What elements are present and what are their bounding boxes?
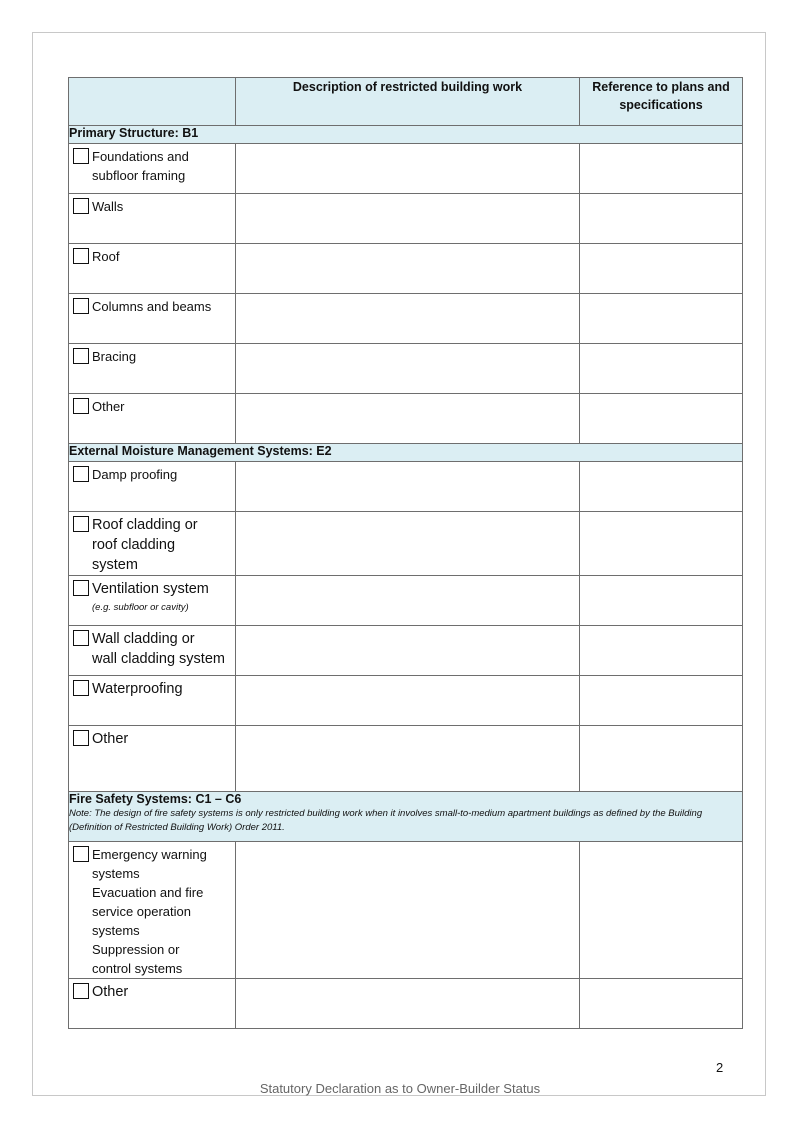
item-label: Foundations and subfloor framing [92, 149, 189, 183]
checkbox[interactable] [73, 198, 89, 214]
item-label: Waterproofing [92, 681, 183, 697]
reference-cell[interactable] [580, 462, 743, 512]
reference-cell[interactable] [580, 576, 743, 626]
checkbox[interactable] [73, 516, 89, 532]
checkbox[interactable] [73, 580, 89, 596]
description-cell[interactable] [236, 144, 580, 194]
table-row [69, 294, 743, 344]
item-label: Columns and beams [92, 299, 212, 314]
checkbox-item[interactable] [69, 344, 235, 366]
checkbox-item[interactable] [69, 462, 235, 484]
page-footer: Statutory Declaration as to Owner-Builder Status [259, 1081, 541, 1096]
description-cell[interactable] [236, 676, 580, 726]
table-row [69, 979, 743, 1029]
item-label: Roof cladding or roof cladding system [92, 517, 198, 573]
item-label: Other [92, 399, 125, 414]
table-row [69, 576, 743, 626]
description-cell[interactable] [236, 244, 580, 294]
description-cell[interactable] [236, 462, 580, 512]
table-row [69, 726, 743, 792]
checkbox[interactable] [73, 298, 89, 314]
reference-cell[interactable] [580, 344, 743, 394]
header-description: Description of restricted building work [236, 78, 580, 126]
table-row [69, 144, 743, 194]
item-label-group [92, 579, 209, 615]
page-number: 2 [716, 1060, 724, 1075]
checkbox[interactable] [73, 348, 89, 364]
item-label: Wall cladding or wall cladding system [92, 631, 225, 667]
checkbox-item[interactable] [69, 512, 235, 575]
table-row [69, 626, 743, 676]
section-title: External Moisture Management Systems: E2 [69, 444, 743, 462]
section-title: Fire Safety Systems: C1 – C6 [69, 792, 242, 806]
reference-cell[interactable] [580, 676, 743, 726]
description-cell[interactable] [236, 626, 580, 676]
checkbox-item[interactable] [69, 979, 235, 1002]
reference-cell[interactable] [580, 979, 743, 1029]
checkbox[interactable] [73, 680, 89, 696]
item-label: Walls [92, 199, 124, 214]
item-label: Roof [92, 249, 120, 264]
description-cell[interactable] [236, 512, 580, 576]
section-cell [69, 792, 743, 842]
section-title: Primary Structure: B1 [69, 126, 743, 144]
table-row [69, 244, 743, 294]
description-cell[interactable] [236, 394, 580, 444]
description-cell[interactable] [236, 344, 580, 394]
section-primary-structure [69, 126, 743, 144]
checkbox-item[interactable] [69, 726, 235, 749]
checkbox[interactable] [73, 466, 89, 482]
section-moisture-management [69, 444, 743, 462]
item-label: Damp proofing [92, 467, 178, 482]
description-cell[interactable] [236, 979, 580, 1029]
description-cell[interactable] [236, 294, 580, 344]
reference-cell[interactable] [580, 626, 743, 676]
reference-cell[interactable] [580, 726, 743, 792]
header-reference: Reference to plans and specifications [580, 78, 743, 126]
item-label: Other [92, 984, 129, 1000]
table-row [69, 462, 743, 512]
reference-cell[interactable] [580, 244, 743, 294]
checkbox-item[interactable] [69, 394, 235, 416]
description-cell[interactable] [236, 842, 580, 979]
checkbox-item[interactable] [69, 676, 235, 699]
reference-cell[interactable] [580, 144, 743, 194]
checkbox[interactable] [73, 846, 89, 862]
reference-cell[interactable] [580, 842, 743, 979]
section-fire-safety [69, 792, 743, 842]
table-row [69, 344, 743, 394]
checkbox-item[interactable] [69, 294, 235, 316]
item-label: Emergency warning systems Evacuation and fire service operation systems Suppression or control systems [92, 847, 207, 976]
item-label: Bracing [92, 349, 137, 364]
checkbox[interactable] [73, 730, 89, 746]
checkbox-item[interactable] [69, 144, 235, 185]
checkbox[interactable] [73, 248, 89, 264]
checkbox[interactable] [73, 630, 89, 646]
item-label: Ventilation system [92, 581, 209, 597]
table-header [69, 78, 743, 126]
checkbox[interactable] [73, 148, 89, 164]
reference-cell[interactable] [580, 194, 743, 244]
checkbox-item[interactable] [69, 576, 235, 615]
description-cell[interactable] [236, 194, 580, 244]
table-row [69, 676, 743, 726]
checkbox-item[interactable] [69, 244, 235, 266]
restricted-work-table [68, 77, 743, 1029]
checkbox[interactable] [73, 398, 89, 414]
table-row [69, 194, 743, 244]
section-note: Note: The design of fire safety systems is only restricted building work when it involves small-to-medium apartment buildings as defined by the Building (Definition of Restricted Building Work) Order 2011. [69, 808, 703, 833]
item-label: Other [92, 731, 129, 747]
description-cell[interactable] [236, 576, 580, 626]
item-sublabel: (e.g. subfloor or cavity) [92, 602, 189, 613]
checkbox-item[interactable] [69, 842, 235, 978]
reference-cell[interactable] [580, 512, 743, 576]
reference-cell[interactable] [580, 294, 743, 344]
checkbox[interactable] [73, 983, 89, 999]
header-blank-cell [69, 78, 236, 126]
checkbox-item[interactable] [69, 194, 235, 216]
table-row [69, 394, 743, 444]
checkbox-item[interactable] [69, 626, 235, 669]
description-cell[interactable] [236, 726, 580, 792]
reference-cell[interactable] [580, 394, 743, 444]
table-row [69, 512, 743, 576]
table-row [69, 842, 743, 979]
